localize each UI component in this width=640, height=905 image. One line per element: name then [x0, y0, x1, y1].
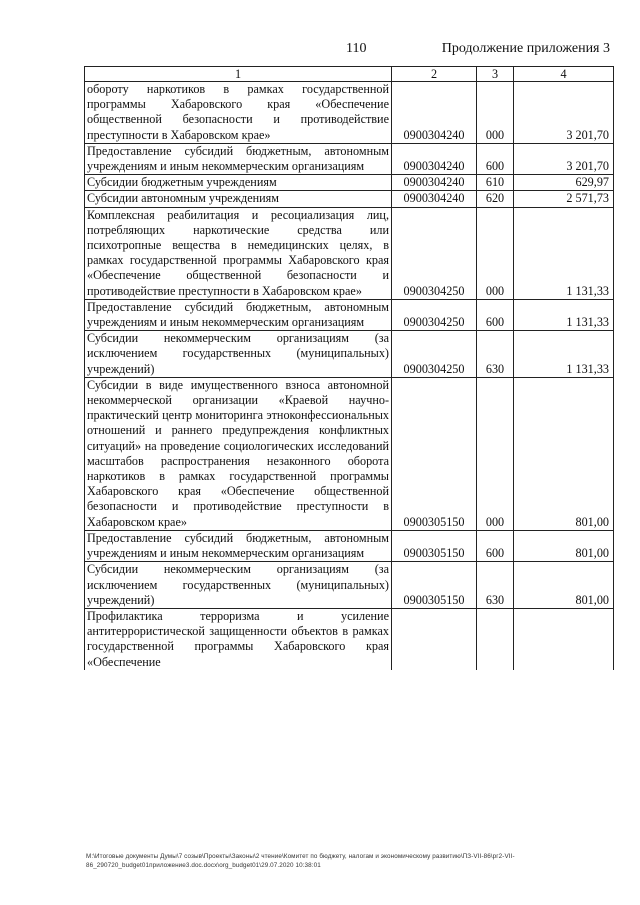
expense-kind-code: 610 [477, 175, 514, 191]
amount: 629,97 [514, 175, 614, 191]
target-article-code: 0900305150 [392, 377, 477, 530]
table-row [85, 143, 614, 174]
table-row [85, 82, 614, 144]
expense-name: Предоставление субсидий бюджетным, автономным учреждениям и иным некоммерческим организациям [85, 299, 392, 330]
table-row [85, 562, 614, 609]
expense-name: Предоставление субсидий бюджетным, автономным учреждениям и иным некоммерческим организациям [85, 143, 392, 174]
table-row-continued [85, 608, 614, 669]
target-article-code: 0900304250 [392, 207, 477, 299]
expense-kind-code: 000 [477, 377, 514, 530]
expense-kind-code: 630 [477, 331, 514, 378]
continuation-label: Продолжение приложения 3 [441, 41, 610, 56]
table-row [85, 331, 614, 378]
amount: 801,00 [514, 377, 614, 530]
expense-kind-code: 000 [477, 207, 514, 299]
expense-name: Субсидии в виде имущественного взноса автономной некоммерческой организации «Краевой научно-практический центр мониторинга этноконфессиональных отношений и раннего предупреждения конфликтных ситуаций» на проведение социологических исследований масштабов распространения незаконного оборота наркотиков в рамках государственной программы Хабаровского края «Обеспечение общественной безопасности и противодействие преступности в Хабаровском крае» [85, 377, 392, 530]
expense-name: обороту наркотиков в рамках государственной программы Хабаровского края «Обеспечение общественной безопасности и противодействие преступности в Хабаровском крае» [85, 82, 392, 144]
table-row [85, 530, 614, 561]
target-article-code: 0900304250 [392, 299, 477, 330]
table-row [85, 377, 614, 530]
target-article-code: 0900304250 [392, 331, 477, 378]
expense-name: Субсидии некоммерческим организациям (за исключением государственных (муниципальных) учреждений) [85, 331, 392, 378]
expense-name: Предоставление субсидий бюджетным, автономным учреждениям и иным некоммерческим организациям [85, 530, 392, 561]
column-number: 1 [85, 67, 392, 82]
expense-name: Субсидии некоммерческим организациям (за исключением государственных (муниципальных) учреждений) [85, 562, 392, 609]
table-row [85, 175, 614, 191]
table-row [85, 191, 614, 207]
expense-kind-code: 600 [477, 530, 514, 561]
column-number: 2 [392, 67, 477, 82]
amount: 3 201,70 [514, 82, 614, 144]
column-number-row [85, 67, 614, 82]
target-article-code: 0900304240 [392, 191, 477, 207]
amount: 2 571,73 [514, 191, 614, 207]
expense-name: Субсидии автономным учреждениям [85, 191, 392, 207]
column-number: 4 [514, 67, 614, 82]
expense-kind-code: 600 [477, 143, 514, 174]
expense-kind-code [477, 608, 514, 669]
expense-name: Субсидии бюджетным учреждениям [85, 175, 392, 191]
amount: 801,00 [514, 562, 614, 609]
target-article-code: 0900304240 [392, 143, 477, 174]
target-article-code [392, 608, 477, 669]
expense-name: Комплексная реабилитация и ресоциализация лиц, потребляющих наркотические средства или психотропные вещества в немедицинских целях, в рамках государственной программы Хабаровского края «Обеспечение общественной безопасности и противодействие преступности в Хабаровском крае» [85, 207, 392, 299]
budget-table [84, 66, 614, 670]
target-article-code: 0900304240 [392, 175, 477, 191]
amount [514, 608, 614, 669]
table-row [85, 207, 614, 299]
page-number: 110 [346, 41, 367, 56]
amount: 1 131,33 [514, 299, 614, 330]
expense-kind-code: 600 [477, 299, 514, 330]
amount: 801,00 [514, 530, 614, 561]
amount: 1 131,33 [514, 207, 614, 299]
expense-kind-code: 000 [477, 82, 514, 144]
column-number: 3 [477, 67, 514, 82]
target-article-code: 0900305150 [392, 530, 477, 561]
target-article-code: 0900304240 [392, 82, 477, 144]
amount: 1 131,33 [514, 331, 614, 378]
target-article-code: 0900305150 [392, 562, 477, 609]
expense-kind-code: 630 [477, 562, 514, 609]
file-path-footer: M:\Итоговые документы Думы\7 созыв\Проекты\Законы\2 чтение\Комитет по бюджету, налогам и экономическому развитию\ПЗ-VII-86\рг2-VII-86_290720_budget01приложение3.doc.docx\org_budget01\29.07.2020 10:38:01 [86, 853, 515, 869]
amount: 3 201,70 [514, 143, 614, 174]
expense-kind-code: 620 [477, 191, 514, 207]
expense-name: Профилактика терроризма и усиление антитеррористической защищенности объектов в рамках государственной программы Хабаровского края «Обеспечение [85, 608, 392, 669]
table-row [85, 299, 614, 330]
